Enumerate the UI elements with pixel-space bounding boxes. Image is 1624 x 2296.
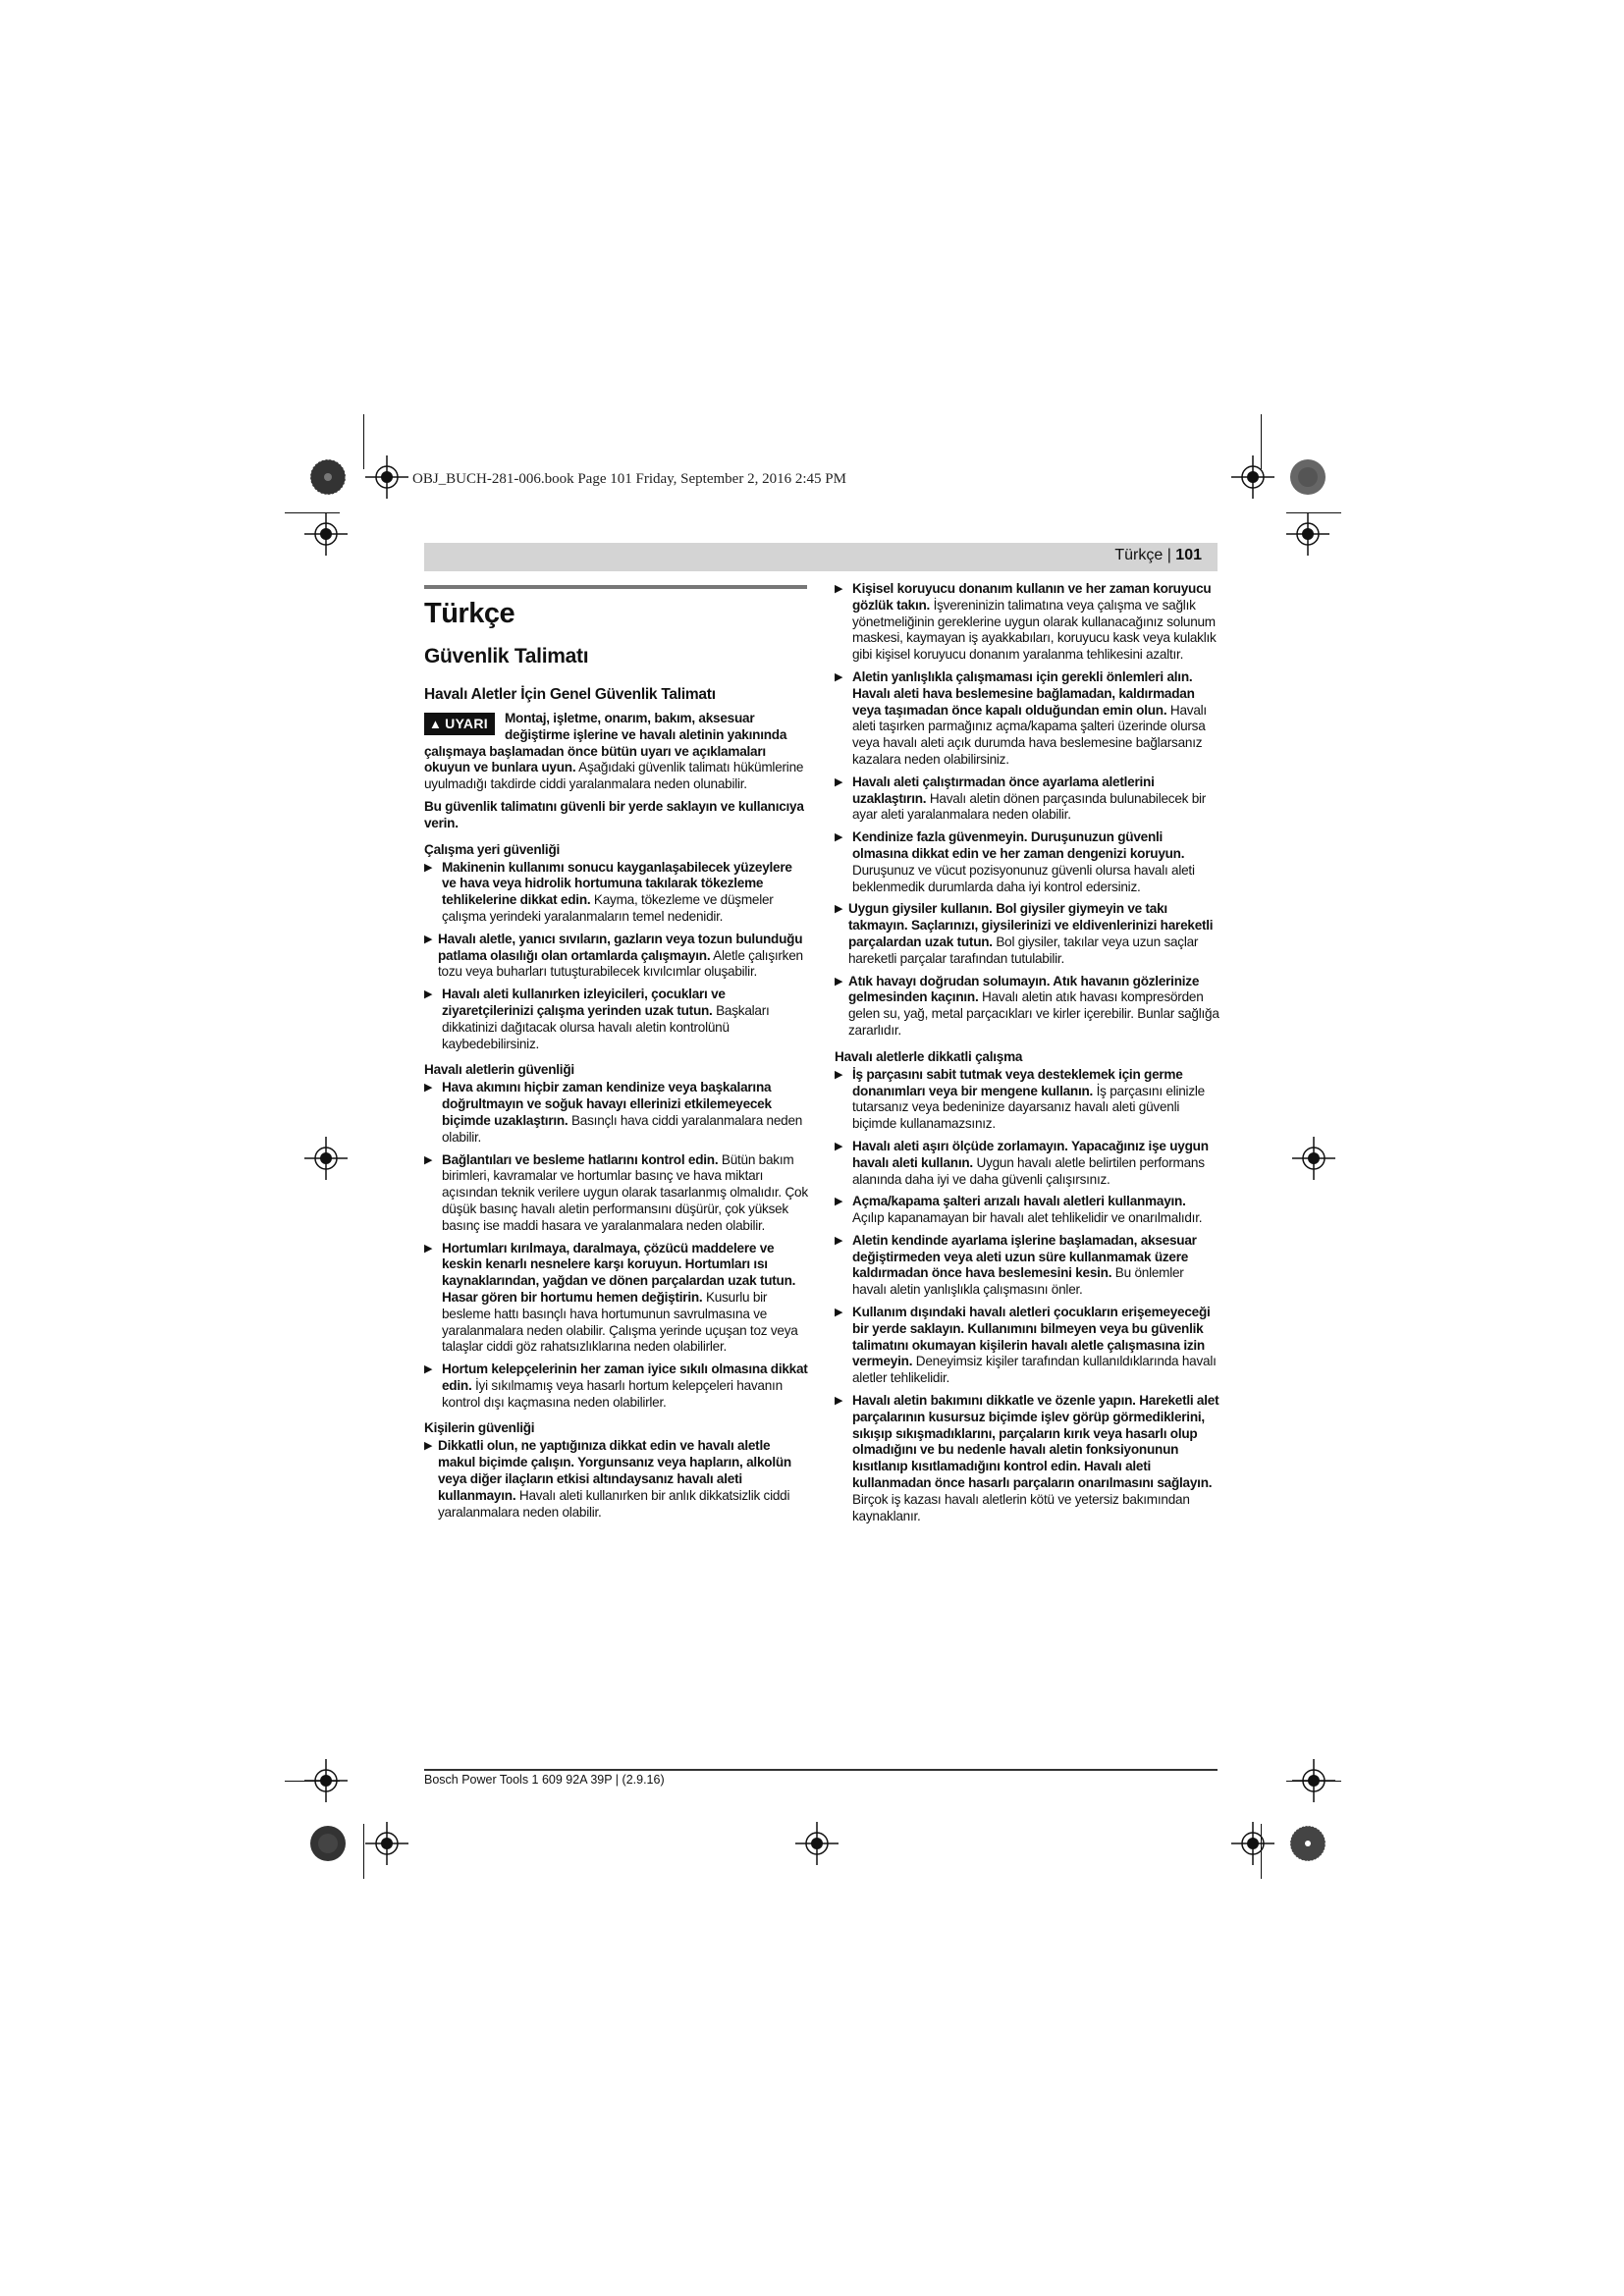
item-bold: Uygun giysiler kullanın. Bol giysiler giymeyin ve takı takmayın. Saçlarınızı, giysilerinizi ve eldivenlerinizi hareketli parçalardan uzak tutun. <box>848 901 1214 949</box>
item-bold: Atık havayı doğrudan solumayın. Atık havanın gözlerinize gelmesinden kaçının. <box>848 973 1200 1005</box>
item-bold: Hortum kelepçelerinin her zaman iyice sıkılı olmasına dikkat edin. <box>442 1362 808 1393</box>
list-item <box>835 1139 1219 1188</box>
left-column <box>424 585 809 1526</box>
item-bold: Aletin kendinde ayarlama işlerine başlamadan, aksesuar değiştirmeden veya aleti uzun süre kullanmamak üzere kaldırmadan önce hava beslemesini kesin. <box>852 1232 1197 1281</box>
bullet-arrow-icon: ▶ <box>424 1440 433 1453</box>
section-title-tool-safety: Havalı aletlerin güvenliği <box>424 1062 574 1078</box>
item-bold: Hortumları kırılmaya, daralmaya, çözücü maddelere ve keskin kenarlı nesnelere karşı koruyun. Hortumları ısı kaynaklarından, yağdan ve dönen parçalardan uzak tutun. Hasar gören bir hortumu hemen değiştirin. <box>442 1240 796 1305</box>
list-item <box>835 1194 1219 1227</box>
page-title: Türkçe <box>424 598 515 629</box>
list-item <box>835 1393 1219 1524</box>
bullet-arrow-icon: ▶ <box>835 583 843 595</box>
list-item <box>835 669 1219 769</box>
bullet-arrow-icon: ▶ <box>835 1234 843 1247</box>
item-text: Duruşunuz ve vücut pozisyonunuz güvenli olursa havalı aleti beklenmedik durumlarda daha iyi kontrol edersiniz. <box>852 862 1195 894</box>
registration-mark-icon <box>1231 455 1274 499</box>
warning-bold: Montaj, işletme, onarım, bakım, aksesuar değiştirme işlerine ve havalı aletinin yakınında çalışmaya başlamadan önce bütün uyarı ve açıklamaları okuyun ve bunlara uyun. <box>424 711 787 775</box>
bullet-arrow-icon: ▶ <box>835 1196 843 1208</box>
item-bold: Havalı aletin bakımını dikkatle ve özenle yapın. Hareketli alet parçalarının kusursuz biçimde işlev görüp görmediklerini, sıkışıp sıkışmadıklarını, parçaların kırık veya hasarlı olup olmadığını ve bu nedenle havalı aletin fonksiyonunun kısıtlanıp kısıtlamadığını kontrol edin. Havalı aleti kullanmadan önce hasarlı parçaların onarılmasını sağlayın. <box>852 1393 1219 1491</box>
item-text: Bütün bakım birimleri, kavramalar ve hortumlar basınç ve hava miktarı açısından teknik verilere uygun olarak tasarlanmış olmalıdır. Çok düşük basınç havalı aletin performansını düşürür, çok yüksek basınç ise maddi hasara ve yaralanmalara neden olabilir. <box>442 1151 808 1233</box>
bullet-arrow-icon: ▶ <box>835 670 843 683</box>
registration-mark-icon <box>365 1822 408 1865</box>
color-target-icon <box>1288 457 1327 497</box>
item-text: Deneyimsiz kişiler tarafından kullanıldıklarında havalı aletler tehlikelidir. <box>852 1354 1217 1386</box>
item-text: Havalı aleti taşırken parmağınız açma/kapama şalteri üzerinde olursa veya havalı aleti açık durumda hava beslemesine bağlarsanız kazalara neden olabilirsiniz. <box>852 702 1207 767</box>
color-target-icon <box>308 457 348 497</box>
registration-mark-icon <box>1286 512 1329 556</box>
item-bold: Kişisel koruyucu donanım kullanın ve her zaman koruyucu gözlük takın. <box>852 581 1212 613</box>
item-bold: Havalı aleti aşırı ölçüde zorlamayın. Yapacağınız işe uygun havalı aleti kullanın. <box>852 1138 1209 1170</box>
item-bold: Makinenin kullanımı sonucu kayganlaşabilecek yüzeylere ve hava veya hidrolik hortumuna takılarak tökezleme tehlikelerine dikkat edin. <box>442 859 792 908</box>
list-item <box>424 987 809 1052</box>
page-footer: Bosch Power Tools 1 609 92A 39P | (2.9.16) <box>424 1773 665 1787</box>
registration-mark-icon <box>795 1822 839 1865</box>
list-item <box>835 1305 1219 1387</box>
bullet-arrow-icon: ▶ <box>424 1082 433 1095</box>
list-item <box>424 1438 809 1521</box>
bullet-arrow-icon: ▶ <box>835 975 843 988</box>
right-column <box>835 581 1219 1530</box>
crop-line <box>363 414 364 469</box>
item-text: Birçok iş kazası havalı aletlerin kötü ve yetersiz bakımından kaynaklanır. <box>852 1491 1190 1523</box>
header-separator: | <box>1166 547 1171 563</box>
item-bold: Aletin yanlışlıkla çalışmaması için gerekli önlemleri alın. Havalı aleti hava beslemesine bağlamadan, kaldırmadan veya taşımadan önce kapalı olduğundan emin olun. <box>852 668 1195 718</box>
list-item <box>835 581 1219 664</box>
color-target-icon <box>1288 1824 1327 1863</box>
item-text: Kayma, tökezleme ve düşmeler çalışma yerindeki yaralanmaların temel nedenidir. <box>442 892 774 924</box>
item-bold: Açma/kapama şalteri arızalı havalı aletleri kullanmayın. <box>852 1194 1186 1209</box>
bullet-arrow-icon: ▶ <box>424 1153 433 1166</box>
list-item <box>424 860 809 926</box>
item-text: Havalı aleti kullanırken bir anlık dikkatsizlik ciddi yaralanmalara neden olabilir. <box>438 1487 790 1520</box>
item-text: Açılıp kapanamayan bir havalı alet tehlikelidir ve onarılmalıdır. <box>852 1210 1203 1226</box>
item-bold: Havalı aleti çalıştırmadan önce ayarlama aletlerini uzaklaştırın. <box>852 774 1155 806</box>
list-item <box>424 1152 809 1235</box>
crop-line <box>363 1824 364 1879</box>
list-item <box>835 774 1219 824</box>
keep-note: Bu güvenlik talimatını güvenli bir yerde saklayın ve kullanıcıya verin. <box>424 798 804 830</box>
section-title-careful-work: Havalı aletlerle dikkatli çalışma <box>835 1048 1023 1064</box>
subsection-heading: Havalı Aletler İçin Genel Güvenlik Talimatı <box>424 686 716 703</box>
header-language: Türkçe <box>1114 547 1164 563</box>
bullet-arrow-icon: ▶ <box>424 1242 433 1255</box>
registration-mark-icon <box>304 1137 348 1180</box>
section-title-personal-safety: Kişilerin güvenliği <box>424 1420 535 1436</box>
footer-rule <box>424 1769 1218 1771</box>
list-item <box>835 1233 1219 1299</box>
bullet-arrow-icon: ▶ <box>424 933 433 945</box>
page-header <box>424 543 1218 571</box>
bullet-arrow-icon: ▶ <box>835 1140 843 1152</box>
section-heading: Güvenlik Talimatı <box>424 645 589 667</box>
list-item <box>424 932 809 981</box>
item-bold: İş parçasını sabit tutmak veya desteklemek için germe donanımları veya bir mengene kullanın. <box>852 1066 1183 1098</box>
item-text: İyi sıkılmamış veya hasarlı hortum kelepçeleri havanın kontrol dışı kaçmasına neden olabilirler. <box>442 1377 783 1410</box>
registration-mark-icon <box>304 1759 348 1802</box>
item-bold: Dikkatli olun, ne yaptığınıza dikkat edin ve havalı aletle makul biçimde çalışın. Yorgunsanız veya hapların, alkolün veya diğer ilaçların etkisi altındaysanız havalı aleti kullanmayın. <box>438 1438 791 1503</box>
bullet-arrow-icon: ▶ <box>835 1307 843 1319</box>
item-text: Bu önlemler havalı aletin yanlışlıkla çalışmasını önler. <box>852 1265 1184 1298</box>
registration-mark-icon <box>1292 1137 1335 1180</box>
item-text: Kusurlu bir besleme hattı basınçlı hava hortumunun savrulmasına ve yaralanmalara neden olabilir. Çalışma yerinde uçuşan toz veya talaşlar ciddi göz rahatsızlıklarına neden olabilirler. <box>442 1289 798 1355</box>
item-text: İşvereninizin talimatına veya çalışma ve sağlık yönetmeliğinin gereklerine uygun olarak kullanacağınız solunum maskesi, kaymayan iş ayakkabıları, koruyucu kask veya kulaklık gibi kişisel koruyucu donanım yaralanma tehlikesini azaltır. <box>852 597 1217 663</box>
item-bold: Kullanım dışındaki havalı aletleri çocukların erişemeyeceği bir yerde saklayın. Kullanımını bilmeyen veya bu güvenlik talimatını okumayan kişilerin havalı aletle çalışmasına izin vermeyin. <box>852 1305 1211 1369</box>
bullet-arrow-icon: ▶ <box>835 1068 843 1081</box>
section-title-work-area: Çalışma yeri güvenliği <box>424 841 561 857</box>
item-bold: Hava akımını hiçbir zaman kendinize veya başkalarına doğrultmayın ve soğuk havayı ellerinizi etkilemeyecek biçimde uzaklaştırın. <box>442 1080 772 1128</box>
list-item <box>835 829 1219 895</box>
item-bold: Havalı aletle, yanıcı sıvıların, gazların veya tozun bulunduğu patlama olasılığı olan ortamlarda çalışmayın. <box>438 931 803 963</box>
warning-badge <box>424 713 495 735</box>
registration-mark-icon <box>1292 1759 1335 1802</box>
list-item <box>424 1080 809 1146</box>
warning-label: UYARI <box>445 716 488 731</box>
item-text: Havalı aletin dönen parçasında bulunabilecek bir ayar aleti yaralanmalara neden olabilir. <box>852 790 1207 823</box>
bullet-arrow-icon: ▶ <box>835 831 843 844</box>
item-bold: Kendinize fazla güvenmeyin. Duruşunuzun güvenli olmasına dikkat edin ve her zaman dengenizi koruyun. <box>852 829 1185 861</box>
print-info: OBJ_BUCH-281-006.book Page 101 Friday, September 2, 2016 2:45 PM <box>412 471 846 487</box>
bullet-arrow-icon: ▶ <box>835 775 843 788</box>
item-bold: Havalı aleti kullanırken izleyicileri, çocukları ve ziyaretçilerinizi çalışma yerinden uzak tutun. <box>442 987 726 1018</box>
item-text: Uygun havalı aletle belirtilen performans alanında daha iyi ve daha güvenli çalışırsınız. <box>852 1154 1205 1187</box>
list-item <box>424 1362 809 1411</box>
header-text <box>1114 547 1202 564</box>
item-text: Başkaları dikkatinizi dağıtacak olursa havalı aletin kontrolünü kaybedebilirsiniz. <box>442 1002 770 1051</box>
item-text: Havalı aletin atık havası kompresörden gelen su, yağ, metal parçacıkları ve kirler içerebilir. Bunlar sağlığa zararlıdır. <box>848 989 1219 1038</box>
list-item <box>835 1067 1219 1133</box>
registration-mark-icon <box>304 512 348 556</box>
item-text: Basınçlı hava ciddi yaralanmalara neden olabilir. <box>442 1112 803 1145</box>
registration-mark-icon <box>365 455 408 499</box>
warning-triangle-icon: ▲ <box>429 717 443 731</box>
bullet-arrow-icon: ▶ <box>424 1363 433 1376</box>
list-item <box>835 974 1219 1040</box>
page-number: 101 <box>1175 547 1202 563</box>
bullet-arrow-icon: ▶ <box>424 988 433 1001</box>
warning-text: Aşağıdaki güvenlik talimatı hükümlerine uyulmadığı takdirde ciddi yaralanmalara neden olunabilir. <box>424 760 804 792</box>
bullet-arrow-icon: ▶ <box>424 861 433 874</box>
title-rule <box>424 585 807 589</box>
warning-block <box>424 711 809 793</box>
item-text: Aletle çalışırken tozu veya buharları tutuşturabilecek kıvılcımlar oluşabilir. <box>438 947 803 980</box>
list-item <box>424 1241 809 1357</box>
item-text: İş parçasını elinizle tutarsanız veya bedeninize dayarsanız havalı aleti güvenli biçimde kullanamazsınız. <box>852 1083 1205 1132</box>
registration-mark-icon <box>1231 1822 1274 1865</box>
color-target-icon <box>308 1824 348 1863</box>
bullet-arrow-icon: ▶ <box>835 1395 843 1408</box>
list-item <box>835 901 1219 967</box>
bullet-arrow-icon: ▶ <box>835 903 843 916</box>
item-text: Bol giysiler, takılar veya uzun saçlar hareketli parçalar tarafından tutulabilir. <box>848 934 1199 966</box>
item-bold: Bağlantıları ve besleme hatlarını kontrol edin. <box>442 1151 719 1167</box>
